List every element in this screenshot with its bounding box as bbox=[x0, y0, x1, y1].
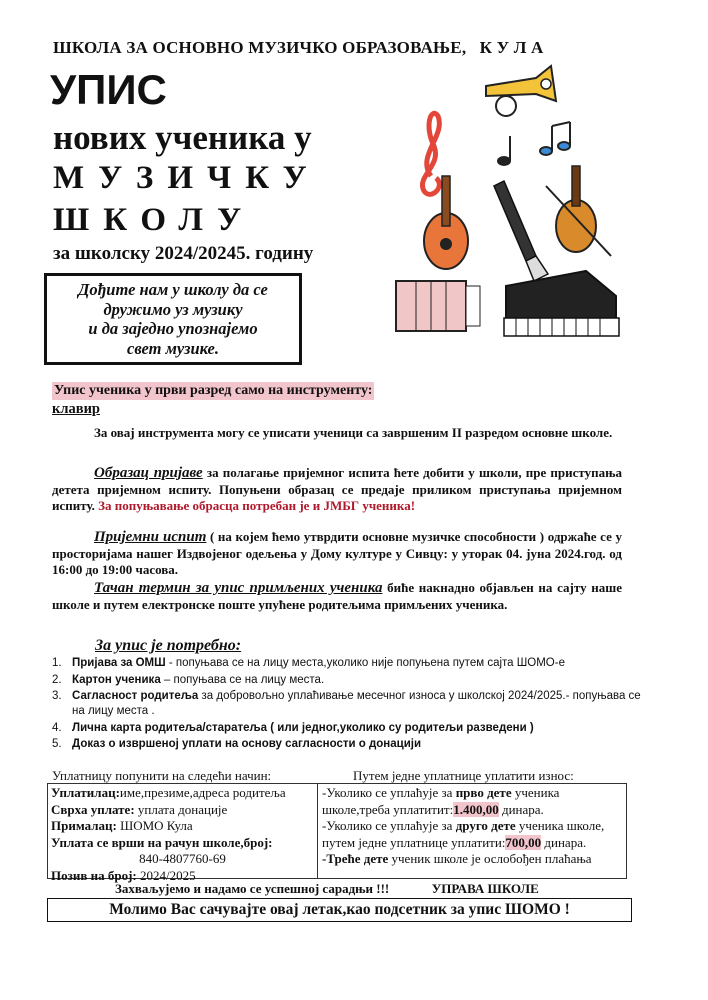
violin-icon bbox=[546, 166, 611, 256]
thanks-text: Захваљујемо и надамо се успешној сарадњи !!! bbox=[115, 881, 390, 896]
title-upis: УПИС bbox=[50, 66, 167, 113]
requirements-heading: За упис је потребно: bbox=[95, 637, 242, 654]
title-school-year: за школску 2024/20245. годину bbox=[53, 243, 314, 264]
requirements-list bbox=[52, 656, 642, 754]
slogan-line: дружимо уз музику bbox=[103, 299, 243, 319]
trumpet-icon bbox=[486, 66, 556, 116]
payment-amount-heading: Путем једне уплатнице уплатити износ: bbox=[353, 768, 574, 783]
footer-reminder: Молимо Вас сачувајте овај летак,као подсетник за упис ШОМО ! bbox=[47, 898, 632, 922]
clarinet-icon bbox=[494, 181, 548, 281]
slogan-box bbox=[44, 273, 302, 365]
paragraph-enrollment-date bbox=[52, 580, 622, 613]
school-name: ШКОЛА ЗА ОСНОВНО МУЗИЧКО ОБРАЗОВАЊЕ, bbox=[53, 38, 467, 57]
payment-amounts: -Уколико се уплаћује за прво дете ученика школе,треба уплатитит:1.400,00 динара. -Уколико се уплаћује за друго дете ученика школе, путем једне уплатнице уплатити:700,00 динара. -Треће дете ученик школе је ослобођен плаћања bbox=[322, 785, 605, 866]
paragraph-eligibility: За овај инструмента могу се уписати ученици са завршеним II разредом основне школе. bbox=[94, 425, 613, 440]
list-item: 4. Лична карта родитеља/старатеља ( или једног,уколико су родитељи разведени ) bbox=[52, 721, 534, 734]
account-number: 840-4807760-69 bbox=[139, 851, 226, 866]
instrument-piano: клавир bbox=[52, 401, 100, 417]
school-town: К У Л А bbox=[479, 38, 544, 57]
application-form-title: Образац пријаве bbox=[94, 465, 203, 481]
list-item: 2. Картон ученика – попуњава се на лицу места. bbox=[52, 673, 325, 686]
list-item: 3. Сагласност родитеља за добровољно уплаћивање месечног износа у школској 2024/2025.- попуњава се на лицу места . bbox=[52, 690, 641, 717]
paragraph-application-form bbox=[52, 465, 622, 515]
first-child-amount: 1.400,00 bbox=[453, 801, 499, 817]
enrollment-date-title: Тачан термин за упис примљених ученика bbox=[94, 580, 383, 596]
slogan-line: Дођите нам у школу да се bbox=[78, 280, 268, 299]
music-note-icon bbox=[498, 122, 570, 165]
enrollment-date-text: биће накнадно објављен на сајту наше школе и путем електронске поште упућене родитељима примљених ученика. bbox=[52, 580, 622, 612]
slogan-line: и да заједно упознајемо bbox=[88, 319, 258, 338]
entrance-exam-text: ( на којем ћемо утврдити основне музичке способности ) одржаће се у просторијама нашег Издвојеног одељења у Дому културе у Сивцу: у уторак 04. јуна 2024.год. од 16:00 до 19:00 часова. bbox=[52, 529, 622, 577]
application-form-text: за полагање пријемног испита ћете добити у школи, пре приступања детета пријемном испиту. Попуњени образац се предаје приликом приступања пријемном испиту. bbox=[52, 465, 622, 513]
paragraph-entrance-exam bbox=[52, 529, 622, 579]
enrollment-heading: Упис ученика у први разред само на инструменту: bbox=[54, 383, 373, 398]
payment-box bbox=[47, 783, 627, 883]
piano-icon bbox=[504, 271, 619, 336]
signature: УПРАВА ШКОЛЕ bbox=[431, 881, 539, 896]
payment-instructions-heading: Уплатницу попунити на следећи начин: bbox=[52, 768, 272, 783]
list-item: 1. Пријава за ОМШ - попуњава се на лицу места,уколико није попуњена путем сајта ШОМО-е bbox=[52, 657, 565, 669]
treble-clef-icon bbox=[422, 113, 439, 194]
title-new-students: нових ученика у bbox=[53, 118, 312, 157]
title-music: МУЗИЧКУ bbox=[53, 160, 321, 196]
title-school: ШКОЛУ bbox=[53, 202, 256, 238]
school-header bbox=[53, 38, 544, 58]
music-instruments-illustration bbox=[376, 56, 634, 356]
slogan-line: свет музике. bbox=[127, 338, 219, 358]
thanks-line bbox=[115, 881, 539, 897]
guitar-icon bbox=[424, 176, 468, 269]
entrance-exam-title: Пријемни испит bbox=[94, 529, 207, 545]
accordion-icon bbox=[396, 281, 480, 331]
jmbg-notice: За попуњавање обрасца потребан је и ЈМБГ ученика! bbox=[98, 498, 416, 513]
list-item: 5. Доказ о извршеној уплати на основу сагласности о донацији bbox=[52, 738, 422, 750]
payment-slip-fields: Уплатилац:име,презиме,адреса родитеља Сврха уплате: уплата донације Прималац: ШОМО Кула Уплата се врши на рачун школе,број: 840-4807760-69 Позив на број: 2024/2025 bbox=[48, 784, 318, 878]
second-child-amount: 700,00 bbox=[505, 834, 542, 850]
